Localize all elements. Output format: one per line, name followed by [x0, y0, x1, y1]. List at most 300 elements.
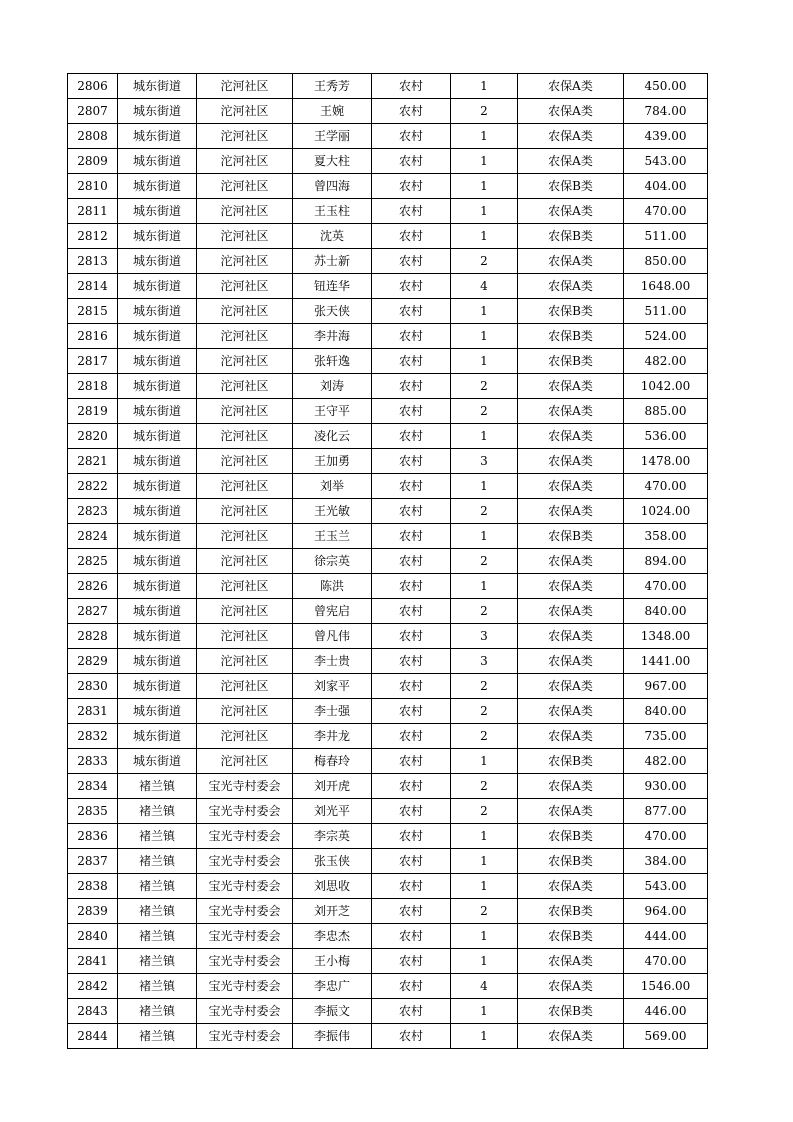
- street-cell: 褚兰镇: [118, 924, 197, 949]
- area-type-cell: 农村: [372, 374, 451, 399]
- row-number-cell: 2832: [68, 724, 118, 749]
- insurance-category-cell: 农保B类: [518, 999, 624, 1024]
- community-cell: 沱河社区: [197, 149, 293, 174]
- community-cell: 沱河社区: [197, 524, 293, 549]
- insurance-category-cell: 农保A类: [518, 599, 624, 624]
- name-cell: 刘光平: [293, 799, 372, 824]
- table-row: [68, 149, 708, 174]
- insurance-category-cell: 农保B类: [518, 174, 624, 199]
- table-row: [68, 324, 708, 349]
- row-number-cell: 2842: [68, 974, 118, 999]
- insurance-category-cell: 农保A类: [518, 674, 624, 699]
- name-cell: 曾宪启: [293, 599, 372, 624]
- area-type-cell: 农村: [372, 399, 451, 424]
- community-cell: 沱河社区: [197, 499, 293, 524]
- data-table: [67, 73, 708, 1049]
- household-count-cell: 2: [451, 99, 518, 124]
- table-row: [68, 99, 708, 124]
- community-cell: 沱河社区: [197, 624, 293, 649]
- row-number-cell: 2831: [68, 699, 118, 724]
- community-cell: 宝光寺村委会: [197, 849, 293, 874]
- household-count-cell: 2: [451, 724, 518, 749]
- name-cell: 刘家平: [293, 674, 372, 699]
- name-cell: 王玉柱: [293, 199, 372, 224]
- household-count-cell: 2: [451, 699, 518, 724]
- community-cell: 宝光寺村委会: [197, 999, 293, 1024]
- community-cell: 沱河社区: [197, 124, 293, 149]
- street-cell: 城东街道: [118, 399, 197, 424]
- household-count-cell: 1: [451, 124, 518, 149]
- amount-cell: 735.00: [624, 724, 708, 749]
- insurance-category-cell: 农保B类: [518, 824, 624, 849]
- name-cell: 张轩逸: [293, 349, 372, 374]
- name-cell: 徐宗英: [293, 549, 372, 574]
- area-type-cell: 农村: [372, 274, 451, 299]
- area-type-cell: 农村: [372, 149, 451, 174]
- row-number-cell: 2813: [68, 249, 118, 274]
- community-cell: 沱河社区: [197, 699, 293, 724]
- name-cell: 梅春玲: [293, 749, 372, 774]
- street-cell: 褚兰镇: [118, 974, 197, 999]
- street-cell: 城东街道: [118, 599, 197, 624]
- amount-cell: 470.00: [624, 574, 708, 599]
- household-count-cell: 1: [451, 824, 518, 849]
- row-number-cell: 2837: [68, 849, 118, 874]
- insurance-category-cell: 农保B类: [518, 224, 624, 249]
- community-cell: 沱河社区: [197, 374, 293, 399]
- community-cell: 沱河社区: [197, 474, 293, 499]
- name-cell: 沈英: [293, 224, 372, 249]
- community-cell: 宝光寺村委会: [197, 874, 293, 899]
- household-count-cell: 1: [451, 924, 518, 949]
- area-type-cell: 农村: [372, 74, 451, 99]
- row-number-cell: 2814: [68, 274, 118, 299]
- community-cell: 宝光寺村委会: [197, 824, 293, 849]
- row-number-cell: 2827: [68, 599, 118, 624]
- row-number-cell: 2833: [68, 749, 118, 774]
- name-cell: 李士强: [293, 699, 372, 724]
- table-row: [68, 924, 708, 949]
- row-number-cell: 2815: [68, 299, 118, 324]
- amount-cell: 877.00: [624, 799, 708, 824]
- amount-cell: 450.00: [624, 74, 708, 99]
- row-number-cell: 2834: [68, 774, 118, 799]
- household-count-cell: 1: [451, 749, 518, 774]
- street-cell: 城东街道: [118, 199, 197, 224]
- community-cell: 宝光寺村委会: [197, 949, 293, 974]
- name-cell: 张玉侠: [293, 849, 372, 874]
- table-row: [68, 749, 708, 774]
- table-row: [68, 699, 708, 724]
- community-cell: 沱河社区: [197, 99, 293, 124]
- street-cell: 城东街道: [118, 174, 197, 199]
- community-cell: 沱河社区: [197, 274, 293, 299]
- row-number-cell: 2820: [68, 424, 118, 449]
- insurance-category-cell: 农保B类: [518, 524, 624, 549]
- table-row: [68, 74, 708, 99]
- row-number-cell: 2828: [68, 624, 118, 649]
- community-cell: 沱河社区: [197, 574, 293, 599]
- community-cell: 沱河社区: [197, 649, 293, 674]
- household-count-cell: 1: [451, 849, 518, 874]
- area-type-cell: 农村: [372, 574, 451, 599]
- name-cell: 刘举: [293, 474, 372, 499]
- household-count-cell: 1: [451, 1024, 518, 1049]
- name-cell: 刘开虎: [293, 774, 372, 799]
- table-row: [68, 374, 708, 399]
- name-cell: 李振伟: [293, 1024, 372, 1049]
- household-count-cell: 1: [451, 199, 518, 224]
- insurance-category-cell: 农保A类: [518, 649, 624, 674]
- name-cell: 王小梅: [293, 949, 372, 974]
- area-type-cell: 农村: [372, 499, 451, 524]
- table-row: [68, 399, 708, 424]
- insurance-category-cell: 农保A类: [518, 774, 624, 799]
- table-row: [68, 174, 708, 199]
- row-number-cell: 2840: [68, 924, 118, 949]
- insurance-category-cell: 农保A类: [518, 449, 624, 474]
- table-row: [68, 849, 708, 874]
- street-cell: 褚兰镇: [118, 1024, 197, 1049]
- household-count-cell: 1: [451, 949, 518, 974]
- row-number-cell: 2844: [68, 1024, 118, 1049]
- area-type-cell: 农村: [372, 774, 451, 799]
- row-number-cell: 2838: [68, 874, 118, 899]
- name-cell: 苏士新: [293, 249, 372, 274]
- street-cell: 城东街道: [118, 299, 197, 324]
- household-count-cell: 2: [451, 799, 518, 824]
- amount-cell: 543.00: [624, 149, 708, 174]
- insurance-category-cell: 农保A类: [518, 274, 624, 299]
- insurance-category-cell: 农保B类: [518, 899, 624, 924]
- name-cell: 刘思收: [293, 874, 372, 899]
- name-cell: 李宗英: [293, 824, 372, 849]
- community-cell: 宝光寺村委会: [197, 799, 293, 824]
- area-type-cell: 农村: [372, 549, 451, 574]
- household-count-cell: 1: [451, 224, 518, 249]
- area-type-cell: 农村: [372, 224, 451, 249]
- row-number-cell: 2811: [68, 199, 118, 224]
- table-row: [68, 524, 708, 549]
- row-number-cell: 2841: [68, 949, 118, 974]
- name-cell: 李忠广: [293, 974, 372, 999]
- insurance-category-cell: 农保A类: [518, 199, 624, 224]
- amount-cell: 543.00: [624, 874, 708, 899]
- insurance-category-cell: 农保A类: [518, 249, 624, 274]
- community-cell: 沱河社区: [197, 299, 293, 324]
- insurance-category-cell: 农保A类: [518, 399, 624, 424]
- row-number-cell: 2809: [68, 149, 118, 174]
- household-count-cell: 4: [451, 274, 518, 299]
- household-count-cell: 1: [451, 74, 518, 99]
- name-cell: 王守平: [293, 399, 372, 424]
- household-count-cell: 2: [451, 899, 518, 924]
- row-number-cell: 2823: [68, 499, 118, 524]
- area-type-cell: 农村: [372, 174, 451, 199]
- name-cell: 张天侠: [293, 299, 372, 324]
- community-cell: 宝光寺村委会: [197, 1024, 293, 1049]
- insurance-category-cell: 农保A类: [518, 874, 624, 899]
- row-number-cell: 2807: [68, 99, 118, 124]
- table-row: [68, 674, 708, 699]
- insurance-category-cell: 农保B类: [518, 749, 624, 774]
- name-cell: 李振文: [293, 999, 372, 1024]
- name-cell: 夏大柱: [293, 149, 372, 174]
- street-cell: 城东街道: [118, 524, 197, 549]
- community-cell: 沱河社区: [197, 74, 293, 99]
- area-type-cell: 农村: [372, 674, 451, 699]
- amount-cell: 536.00: [624, 424, 708, 449]
- household-count-cell: 1: [451, 574, 518, 599]
- insurance-category-cell: 农保A类: [518, 549, 624, 574]
- street-cell: 城东街道: [118, 249, 197, 274]
- street-cell: 城东街道: [118, 549, 197, 574]
- table-row: [68, 299, 708, 324]
- table-row: [68, 574, 708, 599]
- insurance-category-cell: 农保A类: [518, 74, 624, 99]
- area-type-cell: 农村: [372, 624, 451, 649]
- street-cell: 城东街道: [118, 324, 197, 349]
- table-row: [68, 949, 708, 974]
- name-cell: 王学丽: [293, 124, 372, 149]
- table-row: [68, 199, 708, 224]
- community-cell: 沱河社区: [197, 599, 293, 624]
- amount-cell: 964.00: [624, 899, 708, 924]
- area-type-cell: 农村: [372, 874, 451, 899]
- street-cell: 城东街道: [118, 274, 197, 299]
- street-cell: 褚兰镇: [118, 949, 197, 974]
- street-cell: 城东街道: [118, 224, 197, 249]
- name-cell: 刘涛: [293, 374, 372, 399]
- row-number-cell: 2826: [68, 574, 118, 599]
- amount-cell: 446.00: [624, 999, 708, 1024]
- amount-cell: 482.00: [624, 349, 708, 374]
- amount-cell: 524.00: [624, 324, 708, 349]
- insurance-category-cell: 农保A类: [518, 499, 624, 524]
- community-cell: 宝光寺村委会: [197, 974, 293, 999]
- insurance-category-cell: 农保B类: [518, 299, 624, 324]
- name-cell: 王光敏: [293, 499, 372, 524]
- insurance-category-cell: 农保B类: [518, 324, 624, 349]
- amount-cell: 439.00: [624, 124, 708, 149]
- amount-cell: 1648.00: [624, 274, 708, 299]
- household-count-cell: 2: [451, 774, 518, 799]
- area-type-cell: 农村: [372, 424, 451, 449]
- area-type-cell: 农村: [372, 1024, 451, 1049]
- amount-cell: 444.00: [624, 924, 708, 949]
- street-cell: 城东街道: [118, 349, 197, 374]
- insurance-category-cell: 农保A类: [518, 699, 624, 724]
- name-cell: 刘开芝: [293, 899, 372, 924]
- table-row: [68, 899, 708, 924]
- area-type-cell: 农村: [372, 999, 451, 1024]
- household-count-cell: 2: [451, 499, 518, 524]
- amount-cell: 1042.00: [624, 374, 708, 399]
- table-row: [68, 824, 708, 849]
- row-number-cell: 2824: [68, 524, 118, 549]
- insurance-category-cell: 农保A类: [518, 624, 624, 649]
- insurance-category-cell: 农保A类: [518, 1024, 624, 1049]
- street-cell: 城东街道: [118, 674, 197, 699]
- street-cell: 褚兰镇: [118, 774, 197, 799]
- street-cell: 褚兰镇: [118, 824, 197, 849]
- household-count-cell: 1: [451, 324, 518, 349]
- street-cell: 褚兰镇: [118, 849, 197, 874]
- street-cell: 城东街道: [118, 474, 197, 499]
- table-row: [68, 649, 708, 674]
- amount-cell: 885.00: [624, 399, 708, 424]
- insurance-category-cell: 农保A类: [518, 99, 624, 124]
- household-count-cell: 1: [451, 424, 518, 449]
- area-type-cell: 农村: [372, 924, 451, 949]
- street-cell: 城东街道: [118, 374, 197, 399]
- area-type-cell: 农村: [372, 449, 451, 474]
- area-type-cell: 农村: [372, 299, 451, 324]
- community-cell: 沱河社区: [197, 199, 293, 224]
- table-row: [68, 724, 708, 749]
- community-cell: 沱河社区: [197, 424, 293, 449]
- amount-cell: 850.00: [624, 249, 708, 274]
- amount-cell: 967.00: [624, 674, 708, 699]
- amount-cell: 404.00: [624, 174, 708, 199]
- household-count-cell: 1: [451, 299, 518, 324]
- street-cell: 城东街道: [118, 499, 197, 524]
- name-cell: 王玉兰: [293, 524, 372, 549]
- area-type-cell: 农村: [372, 899, 451, 924]
- insurance-category-cell: 农保A类: [518, 374, 624, 399]
- row-number-cell: 2830: [68, 674, 118, 699]
- insurance-category-cell: 农保B类: [518, 924, 624, 949]
- street-cell: 褚兰镇: [118, 799, 197, 824]
- street-cell: 城东街道: [118, 624, 197, 649]
- amount-cell: 470.00: [624, 824, 708, 849]
- row-number-cell: 2843: [68, 999, 118, 1024]
- area-type-cell: 农村: [372, 974, 451, 999]
- name-cell: 钮连华: [293, 274, 372, 299]
- area-type-cell: 农村: [372, 849, 451, 874]
- street-cell: 城东街道: [118, 99, 197, 124]
- amount-cell: 511.00: [624, 224, 708, 249]
- area-type-cell: 农村: [372, 699, 451, 724]
- household-count-cell: 2: [451, 399, 518, 424]
- name-cell: 王秀芳: [293, 74, 372, 99]
- row-number-cell: 2819: [68, 399, 118, 424]
- street-cell: 城东街道: [118, 574, 197, 599]
- table-body: [68, 74, 708, 1049]
- community-cell: 沱河社区: [197, 449, 293, 474]
- community-cell: 沱河社区: [197, 174, 293, 199]
- community-cell: 沱河社区: [197, 324, 293, 349]
- household-count-cell: 1: [451, 524, 518, 549]
- name-cell: 王婉: [293, 99, 372, 124]
- area-type-cell: 农村: [372, 799, 451, 824]
- area-type-cell: 农村: [372, 524, 451, 549]
- insurance-category-cell: 农保A类: [518, 474, 624, 499]
- area-type-cell: 农村: [372, 599, 451, 624]
- row-number-cell: 2812: [68, 224, 118, 249]
- area-type-cell: 农村: [372, 199, 451, 224]
- area-type-cell: 农村: [372, 324, 451, 349]
- amount-cell: 384.00: [624, 849, 708, 874]
- street-cell: 城东街道: [118, 149, 197, 174]
- row-number-cell: 2818: [68, 374, 118, 399]
- amount-cell: 784.00: [624, 99, 708, 124]
- amount-cell: 1478.00: [624, 449, 708, 474]
- name-cell: 李井海: [293, 324, 372, 349]
- amount-cell: 358.00: [624, 524, 708, 549]
- row-number-cell: 2817: [68, 349, 118, 374]
- amount-cell: 1441.00: [624, 649, 708, 674]
- amount-cell: 840.00: [624, 699, 708, 724]
- table-row: [68, 1024, 708, 1049]
- community-cell: 沱河社区: [197, 749, 293, 774]
- street-cell: 褚兰镇: [118, 899, 197, 924]
- table-row: [68, 224, 708, 249]
- amount-cell: 470.00: [624, 949, 708, 974]
- table-row: [68, 449, 708, 474]
- community-cell: 沱河社区: [197, 249, 293, 274]
- table-row: [68, 874, 708, 899]
- street-cell: 城东街道: [118, 724, 197, 749]
- amount-cell: 894.00: [624, 549, 708, 574]
- street-cell: 城东街道: [118, 449, 197, 474]
- row-number-cell: 2808: [68, 124, 118, 149]
- household-count-cell: 2: [451, 599, 518, 624]
- community-cell: 宝光寺村委会: [197, 899, 293, 924]
- household-count-cell: 1: [451, 999, 518, 1024]
- table-row: [68, 549, 708, 574]
- insurance-category-cell: 农保A类: [518, 974, 624, 999]
- street-cell: 城东街道: [118, 699, 197, 724]
- table-row: [68, 974, 708, 999]
- amount-cell: 511.00: [624, 299, 708, 324]
- community-cell: 沱河社区: [197, 349, 293, 374]
- area-type-cell: 农村: [372, 124, 451, 149]
- street-cell: 城东街道: [118, 74, 197, 99]
- household-count-cell: 1: [451, 474, 518, 499]
- row-number-cell: 2839: [68, 899, 118, 924]
- household-count-cell: 3: [451, 449, 518, 474]
- area-type-cell: 农村: [372, 474, 451, 499]
- name-cell: 李忠杰: [293, 924, 372, 949]
- household-count-cell: 2: [451, 674, 518, 699]
- amount-cell: 930.00: [624, 774, 708, 799]
- table-row: [68, 599, 708, 624]
- table-row: [68, 624, 708, 649]
- insurance-category-cell: 农保A类: [518, 574, 624, 599]
- row-number-cell: 2836: [68, 824, 118, 849]
- community-cell: 沱河社区: [197, 674, 293, 699]
- community-cell: 宝光寺村委会: [197, 774, 293, 799]
- household-count-cell: 1: [451, 174, 518, 199]
- insurance-category-cell: 农保A类: [518, 799, 624, 824]
- row-number-cell: 2825: [68, 549, 118, 574]
- household-count-cell: 4: [451, 974, 518, 999]
- name-cell: 陈洪: [293, 574, 372, 599]
- household-count-cell: 3: [451, 649, 518, 674]
- row-number-cell: 2816: [68, 324, 118, 349]
- row-number-cell: 2835: [68, 799, 118, 824]
- area-type-cell: 农村: [372, 749, 451, 774]
- amount-cell: 840.00: [624, 599, 708, 624]
- street-cell: 城东街道: [118, 749, 197, 774]
- household-count-cell: 1: [451, 874, 518, 899]
- insurance-category-cell: 农保B类: [518, 849, 624, 874]
- street-cell: 城东街道: [118, 424, 197, 449]
- row-number-cell: 2822: [68, 474, 118, 499]
- amount-cell: 482.00: [624, 749, 708, 774]
- name-cell: 王加勇: [293, 449, 372, 474]
